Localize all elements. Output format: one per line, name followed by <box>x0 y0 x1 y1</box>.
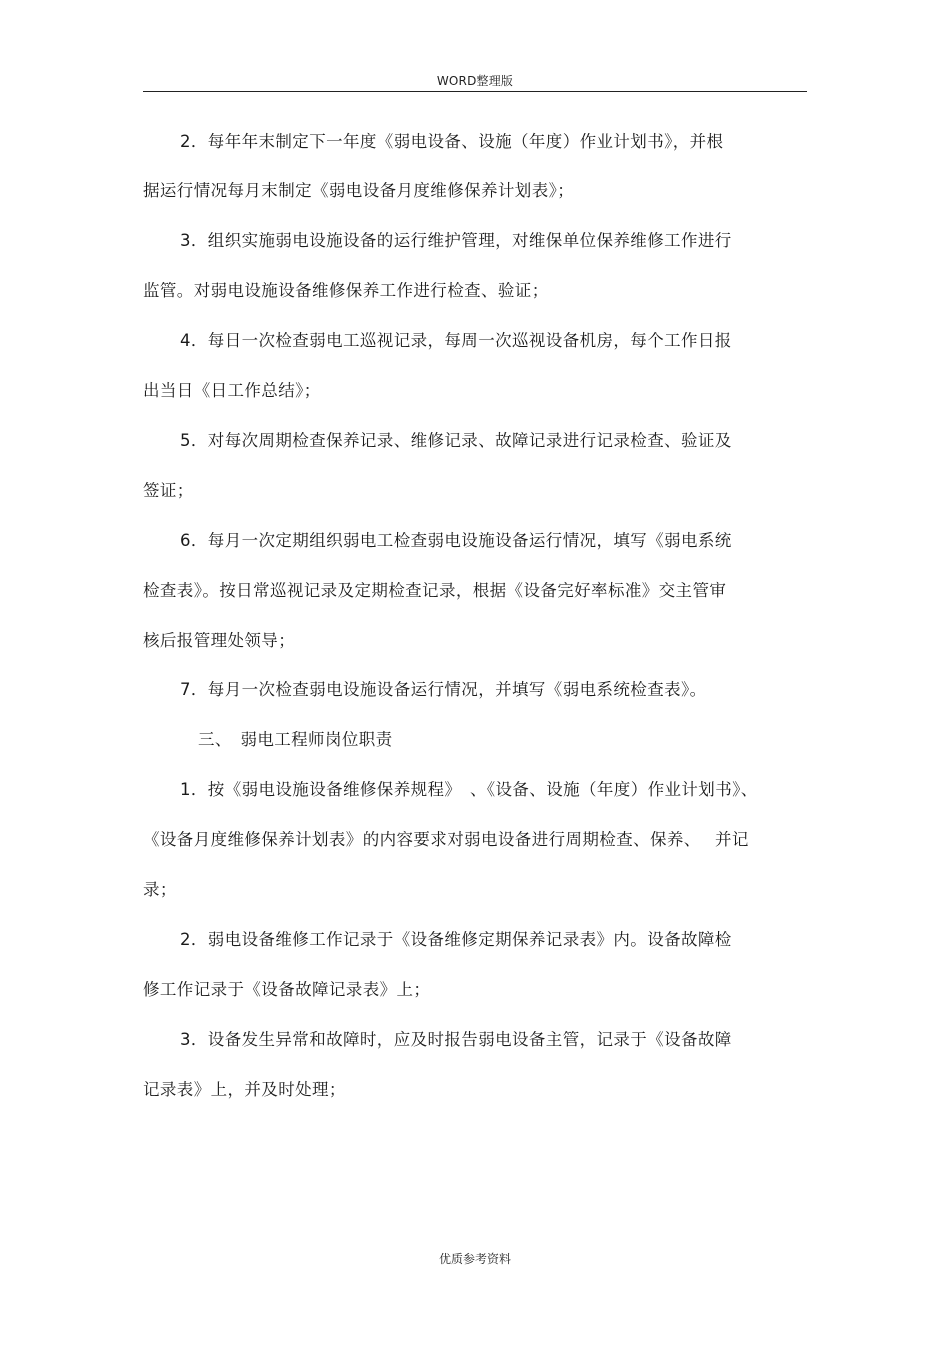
section-heading: 三、 弱电工程师岗位职责 <box>198 730 393 749</box>
item-5-line-2: 签证； <box>143 481 194 500</box>
item-5-line-1: 5．对每次周期检查保养记录、维修记录、故障记录进行记录检查、验证及 <box>180 431 732 450</box>
duty-1-line-3: 录； <box>143 880 177 899</box>
duty-3-line-2: 记录表》上，并及时处理； <box>143 1080 346 1099</box>
duty-1-line-2: 《设备月度维修保养计划表》的内容要求对弱电设备进行周期检查、保养、 并记 <box>143 830 749 849</box>
item-6-line-1: 6．每月一次定期组织弱电工检查弱电设施设备运行情况，填写《弱电系统 <box>180 531 732 550</box>
item-3-line-1: 3．组织实施弱电设施设备的运行维护管理，对维保单位保养维修工作进行 <box>180 231 732 250</box>
item-7-line-1: 7．每月一次检查弱电设施设备运行情况，并填写《弱电系统检查表》。 <box>180 680 707 699</box>
page-header: WORD整理版 <box>436 74 514 88</box>
item-2-line-1: 2．每年年末制定下一年度《弱电设备、设施（年度）作业计划书》，并根 <box>180 132 724 151</box>
item-6-line-2: 检查表》。按日常巡视记录及定期检查记录，根据《设备完好率标准》交主管审 <box>143 581 727 600</box>
header-divider <box>143 91 807 92</box>
duty-1-line-1: 1．按《弱电设施设备维修保养规程》 、《设备、设施（年度）作业计划书》、 <box>180 780 758 799</box>
duty-3-line-1: 3．设备发生异常和故障时，应及时报告弱电设备主管，记录于《设备故障 <box>180 1030 732 1049</box>
duty-2-line-1: 2．弱电设备维修工作记录于《设备维修定期保养记录表》内。设备故障检 <box>180 930 732 949</box>
item-3-line-2: 监管。对弱电设施设备维修保养工作进行检查、验证； <box>143 281 549 300</box>
item-4-line-1: 4．每日一次检查弱电工巡视记录，每周一次巡视设备机房，每个工作日报 <box>180 331 732 350</box>
item-6-line-3: 核后报管理处领导； <box>143 631 296 650</box>
item-4-line-2: 出当日《日工作总结》； <box>143 381 321 400</box>
item-2-line-2: 据运行情况每月末制定《弱电设备月度维修保养计划表》； <box>143 181 575 200</box>
duty-2-line-2: 修工作记录于《设备故障记录表》上； <box>143 980 431 999</box>
page-footer: 优质参考资料 <box>438 1252 511 1266</box>
